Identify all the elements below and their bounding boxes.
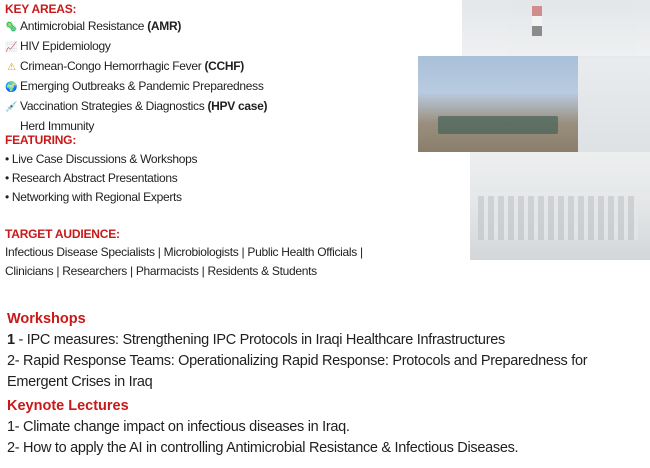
featuring-list — [5, 150, 197, 207]
workshop-item-continuation: Emergent Crises in Iraq — [7, 374, 153, 390]
workshop-item: 1 - IPC measures: Strengthening IPC Protocols in Iraqi Healthcare Infrastructures — [7, 332, 505, 348]
key-area-item: 🦠 Antimicrobial Resistance (AMR) — [5, 17, 267, 37]
keynote-heading: Keynote Lectures — [7, 398, 129, 414]
workshops-list — [7, 330, 587, 393]
audience-line: Clinicians | Researchers | Pharmacists | Residents & Students — [5, 264, 317, 278]
target-audience-list — [5, 243, 363, 281]
featuring-item: • Research Abstract Presentations — [5, 171, 178, 185]
key-area-item: 🌍 Emerging Outbreaks & Pandemic Preparedness — [5, 77, 267, 97]
key-area-item: Herd Immunity — [20, 119, 95, 133]
featuring-item: • Live Case Discussions & Workshops — [5, 152, 198, 166]
warning-icon: ⚠ — [7, 62, 16, 73]
globe-icon: 🌍 — [5, 82, 18, 93]
keynote-list — [7, 417, 518, 459]
key-area-item: 📈 HIV Epidemiology — [5, 37, 267, 57]
key-area-item: ⚠ Crimean-Congo Hemorrhagic Fever (CCHF) — [5, 57, 267, 77]
syringe-icon: 💉 — [5, 102, 18, 113]
workshops-heading: Workshops — [7, 311, 86, 327]
workshop-item: 2- Rapid Response Teams: Operationalizing Rapid Response: Protocols and Preparedness for — [7, 353, 588, 369]
featuring-heading: FEATURING: — [5, 133, 77, 147]
key-areas-heading: KEY AREAS: — [5, 2, 77, 16]
key-area-item: 💉 Vaccination Strategies & Diagnostics (HPV case) — [5, 97, 267, 117]
chart-icon: 📈 — [5, 42, 18, 53]
keynote-item: 2- How to apply the AI in controlling Antimicrobial Resistance & Infectious Diseases. — [7, 440, 519, 456]
featuring-item: • Networking with Regional Experts — [5, 190, 182, 204]
key-areas-list — [5, 17, 267, 136]
target-audience-heading: TARGET AUDIENCE: — [5, 227, 120, 241]
audience-line: Infectious Disease Specialists | Microbiologists | Public Health Officials | — [5, 245, 363, 259]
keynote-item: 1- Climate change impact on infectious diseases in Iraq. — [7, 419, 350, 435]
bacteria-icon: 🦠 — [5, 22, 18, 33]
